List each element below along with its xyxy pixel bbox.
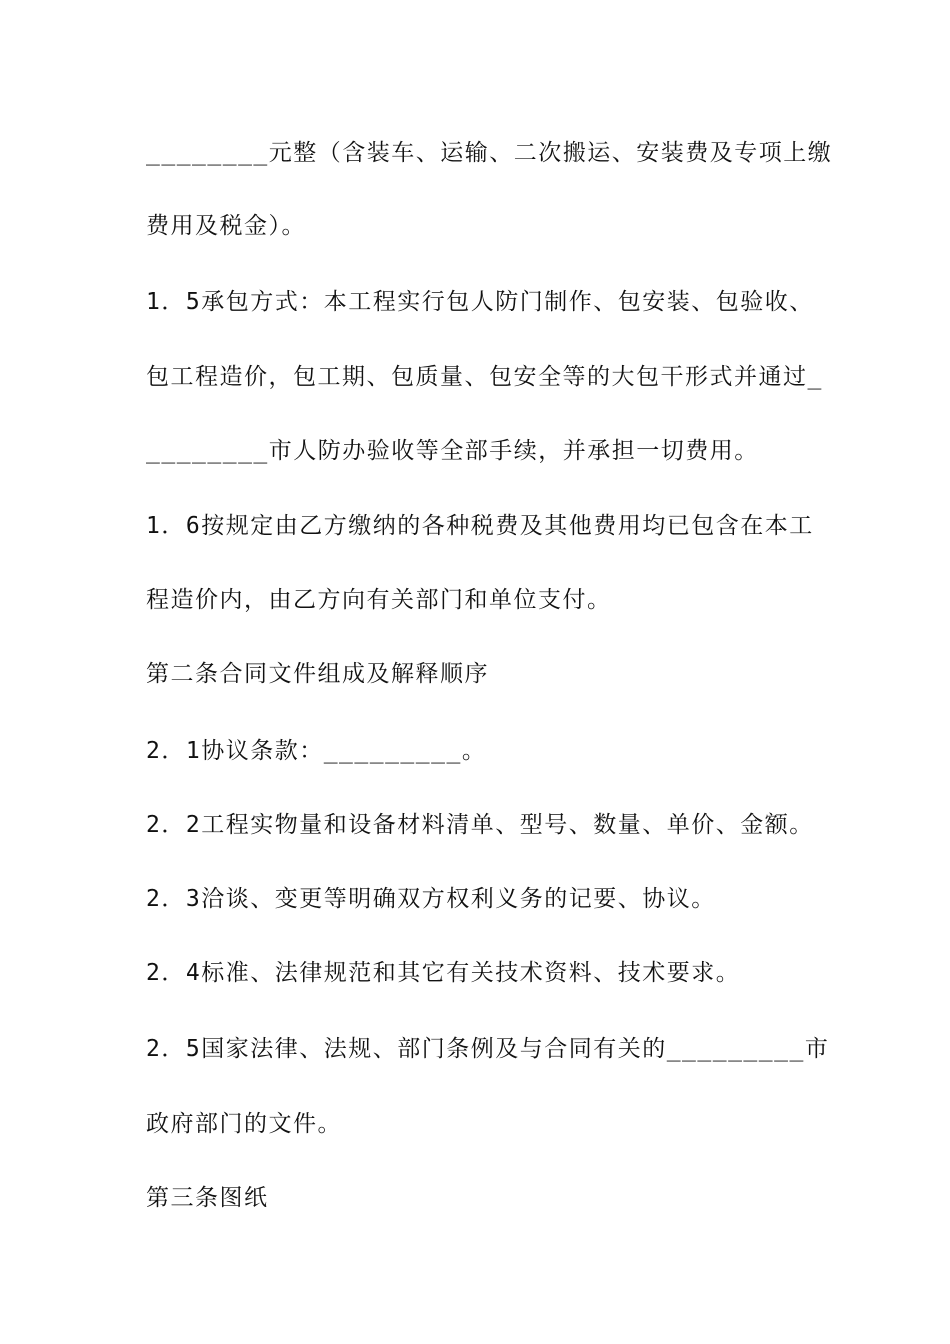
- clause-1-6-line-2: 程造价内，由乙方向有关部门和单位支付。: [146, 587, 612, 613]
- clause-1-5-line-1: 1．5承包方式：本工程实行包人防门制作、包安装、包验收、: [146, 289, 814, 315]
- article-2-heading: 第二条合同文件组成及解释顺序: [146, 661, 489, 687]
- clause-1-5-line-2: 包工程造价，包工期、包质量、包安全等的大包干形式并通过_: [146, 364, 823, 390]
- clause-2-3: 2．3洽谈、变更等明确双方权利义务的记要、协议。: [146, 886, 716, 912]
- clause-2-2: 2．2工程实物量和设备材料清单、型号、数量、单价、金额。: [146, 812, 814, 838]
- paragraph-line-price: ________元整（含装车、运输、二次搬运、安装费及专项上缴: [146, 140, 833, 166]
- clause-2-4: 2．4标准、法律规范和其它有关技术资料、技术要求。: [146, 960, 741, 986]
- paragraph-line-price-cont: 费用及税金）。: [146, 213, 306, 239]
- clause-1-6-line-1: 1．6按规定由乙方缴纳的各种税费及其他费用均已包含在本工: [146, 513, 814, 539]
- clause-2-1: 2．1协议条款：_________。: [146, 738, 487, 764]
- clause-1-5-line-3: ________市人防办验收等全部手续，并承担一切费用。: [146, 438, 759, 464]
- clause-2-5-line-1: 2．5国家法律、法规、部门条例及与合同有关的_________市: [146, 1036, 830, 1062]
- clause-2-5-line-2: 政府部门的文件。: [146, 1111, 342, 1137]
- article-3-heading: 第三条图纸: [146, 1185, 269, 1211]
